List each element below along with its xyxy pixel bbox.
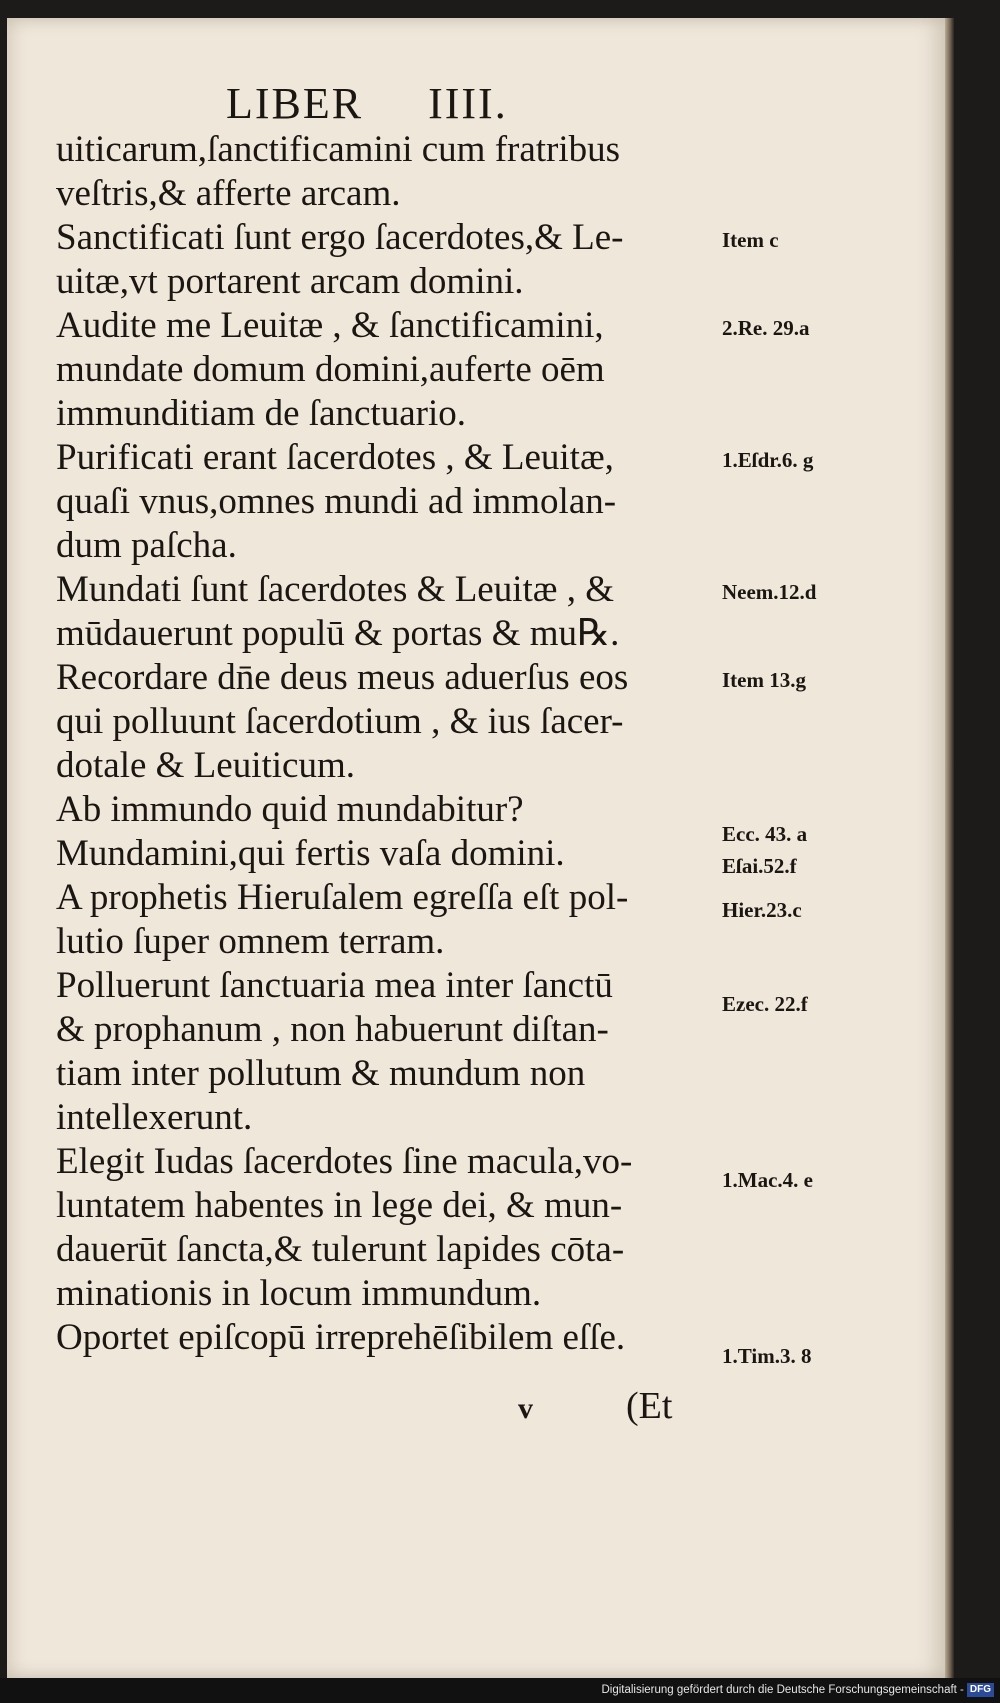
text-line: dauerūt ſancta,& tulerunt lapides cōta- (56, 1229, 625, 1270)
catchword: (Et (626, 1385, 673, 1427)
text-line: lutio ſuper omnem terram. (56, 921, 445, 962)
digitization-credit (600, 1683, 994, 1701)
text-line: quaſi vnus,omnes mundi ad immolan- (56, 481, 617, 522)
page-edge (945, 18, 954, 1678)
text-line: Elegit Iudas ſacerdotes ſine macula,vo- (56, 1141, 633, 1182)
text-line: luntatem habentes in lege dei, & mun- (56, 1185, 623, 1226)
text-line: Polluerunt ſanctuaria mea inter ſanctū (56, 965, 613, 1006)
text-line: dotale & Leuiticum. (56, 745, 355, 786)
text-line: dum paſcha. (56, 525, 237, 566)
text-line: veſtris,& afferte arcam. (56, 173, 401, 214)
text-line: & prophanum , non habuerunt diſtan- (56, 1009, 609, 1050)
margin-reference: 2.Re. 29.a (722, 316, 810, 340)
text-line: Mundati ſunt ſacerdotes & Leuitæ , & (56, 569, 614, 610)
text-line: Purificati erant ſacerdotes , & Leuitæ, (56, 437, 614, 478)
text-line: tiam inter pollutum & mundum non (56, 1053, 586, 1094)
text-line: qui polluunt ſacerdotium , & ius ſacer- (56, 701, 624, 742)
text-line: intellexerunt. (56, 1097, 253, 1138)
signature-mark: v (518, 1392, 533, 1425)
text-line: mundate domum domini,auferte oēm (56, 349, 605, 390)
text-line: Recordare dn̄e deus meus aduerſus eos (56, 657, 629, 698)
margin-reference: Ezec. 22.f (722, 992, 808, 1016)
margin-reference: Ecc. 43. a (722, 822, 808, 846)
margin-reference: 1.Eſdr.6. g (722, 448, 814, 472)
credit-text: Digitalisierung gefördert durch die Deutsche Forschungsgemeinschaft - (601, 1684, 964, 1697)
text-line: Mundamini,qui fertis vaſa domini. (56, 833, 565, 874)
margin-reference: 1.Tim.3. 8 (722, 1344, 812, 1368)
margin-reference: Neem.12.d (722, 580, 817, 604)
text-line: Audite me Leuitæ , & ſanctificamini, (56, 305, 604, 346)
text-line: A prophetis Hieruſalem egreſſa eſt pol- (56, 877, 629, 918)
margin-reference: Item c (722, 228, 779, 252)
text-line: mūdauerunt populū & portas & mu℞. (56, 613, 620, 654)
margin-reference: Hier.23.c (722, 898, 802, 922)
text-line: minationis in locum immundum. (56, 1273, 542, 1314)
margin-reference: Eſai.52.f (722, 854, 797, 878)
text-line: immunditiam de ſanctuario. (56, 393, 466, 434)
text-line: Sanctificati ſunt ergo ſacerdotes,& Le- (56, 217, 624, 258)
margin-reference: Item 13.g (722, 668, 806, 692)
margin-reference: 1.Mac.4. e (722, 1168, 813, 1192)
running-header: LIBER IIII. (226, 79, 508, 128)
text-line: Ab immundo quid mundabitur? (56, 789, 524, 830)
text-line: uitæ,vt portarent arcam domini. (56, 261, 524, 302)
text-line: uiticarum,ſanctificamini cum fratribus (56, 129, 621, 170)
text-line: Oportet epiſcopū irreprehēſibilem eſſe. (56, 1317, 626, 1358)
dfg-logo-icon: DFG (967, 1683, 994, 1697)
